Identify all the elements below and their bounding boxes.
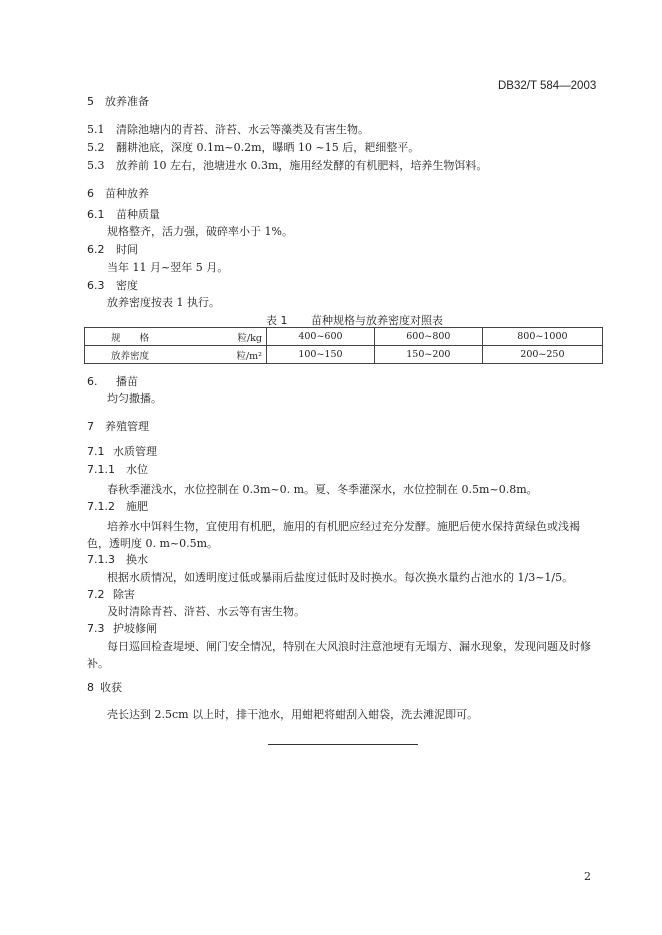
- section-7-title: 养殖管理: [105, 420, 149, 433]
- clause-7-1-1-number: 7.1.1: [87, 463, 115, 476]
- row-label-density: 放养密度: [85, 346, 204, 364]
- clause-7-1-2-text: 培养水中饵料生物，宜使用有机肥，施用的有机肥应经过充分发酵。施肥后使水保持黄绿色或浅褐色，透明度 0. m~0.5m。: [87, 520, 580, 550]
- table-row: [85, 346, 603, 364]
- section-6-number: 6: [87, 187, 94, 200]
- clause-5-1-text: 清除池塘内的青苔、浒苔、水云等藻类及有害生物。: [116, 123, 369, 136]
- clause-6-4-title: 播苗: [116, 375, 138, 388]
- row-unit-density: 粒/m²: [203, 346, 267, 364]
- row-unit-spec: 粒/kg: [203, 328, 267, 346]
- clause-7-1-number: 7.1: [87, 445, 105, 458]
- clause-6-1-title: 苗种质量: [116, 208, 160, 221]
- clause-6-4-number: 6.: [87, 375, 98, 388]
- table-row: [85, 328, 603, 346]
- clause-7-2-title: 除害: [113, 588, 135, 601]
- clause-7-1-3-title: 换水: [126, 553, 148, 566]
- clause-7-2-text: 及时清除青苔、浒苔、水云等有害生物。: [107, 605, 305, 618]
- row-label-spec: 规 格: [85, 328, 204, 346]
- section-7-number: 7: [87, 420, 94, 433]
- spec-cell-3: 800~1000: [482, 328, 602, 346]
- clause-6-2-number: 6.2: [87, 243, 105, 256]
- table-caption-number: 表 1: [266, 314, 288, 327]
- clause-5-2-text: 翻耕池底，深度 0.1m~0.2m，曝晒 10 ~15 后，耙细整平。: [116, 141, 420, 154]
- clause-7-1-1-text: 春秋季灌浅水，水位控制在 0.3m~0. m。夏、冬季灌深水，水位控制在 0.5m~0.8m。: [107, 483, 538, 496]
- section-6-title: 苗种放养: [105, 187, 149, 200]
- standard-number: DB32/T 584—2003: [498, 80, 597, 92]
- clause-7-1-3-text: 根据水质情况，如透明度过低或暴雨后盐度过低时及时换水。每次换水量约占池水的 1/3~1/5。: [107, 571, 574, 584]
- clause-6-3-title: 密度: [116, 279, 138, 292]
- clause-6-1-number: 6.1: [87, 208, 105, 221]
- clause-5-2-number: 5.2: [87, 141, 105, 154]
- clause-7-1-3-number: 7.1.3: [87, 553, 115, 566]
- section-5-title: 放养准备: [105, 95, 149, 108]
- clause-7-3-text: 每日巡回检查堤埂、闸门安全情况，特别在大风浪时注意池埂有无塌方、漏水现象，发现问题及时修补。: [87, 640, 591, 670]
- density-cell-1: 100~150: [267, 346, 375, 364]
- clause-5-3-number: 5.3: [87, 159, 105, 172]
- section-8-number: 8: [87, 681, 94, 694]
- clause-6-1-text: 规格整齐，活力强，破碎率小于 1%。: [107, 225, 293, 238]
- end-rule: [268, 744, 418, 745]
- clause-7-3-title: 护坡修闸: [113, 622, 157, 635]
- clause-7-1-title: 水质管理: [113, 445, 157, 458]
- spec-cell-1: 400~600: [267, 328, 375, 346]
- clause-7-1-2-title: 施肥: [126, 500, 148, 513]
- clause-6-3-text: 放养密度按表 1 执行。: [107, 296, 220, 309]
- section-8-text: 壳长达到 2.5cm 以上时，排干池水，用蚶耙将蚶刮入蚶袋，洗去滩泥即可。: [107, 708, 479, 721]
- clause-5-1-number: 5.1: [87, 123, 105, 136]
- clause-7-1-1-title: 水位: [126, 463, 148, 476]
- clause-6-3-number: 6.3: [87, 279, 105, 292]
- table-caption-title: 苗种规格与放养密度对照表: [311, 314, 443, 327]
- density-table: [84, 327, 603, 364]
- clause-5-3-text: 放养前 10 左右，池塘进水 0.3m，施用经发酵的有机肥料，培养生物饵料。: [116, 159, 488, 172]
- clause-6-2-text: 当年 11 月~翌年 5 月。: [107, 261, 229, 274]
- clause-6-4-text: 均匀撒播。: [107, 392, 162, 405]
- section-8-title: 收获: [100, 681, 122, 694]
- section-5-number: 5: [87, 95, 94, 108]
- spec-cell-2: 600~800: [374, 328, 482, 346]
- clause-7-1-2-number: 7.1.2: [87, 500, 115, 513]
- clause-7-2-number: 7.2: [87, 588, 105, 601]
- density-cell-2: 150~200: [374, 346, 482, 364]
- clause-7-3-number: 7.3: [87, 622, 105, 635]
- clause-6-2-title: 时间: [116, 243, 138, 256]
- page-number: 2: [584, 870, 591, 883]
- density-cell-3: 200~250: [482, 346, 602, 364]
